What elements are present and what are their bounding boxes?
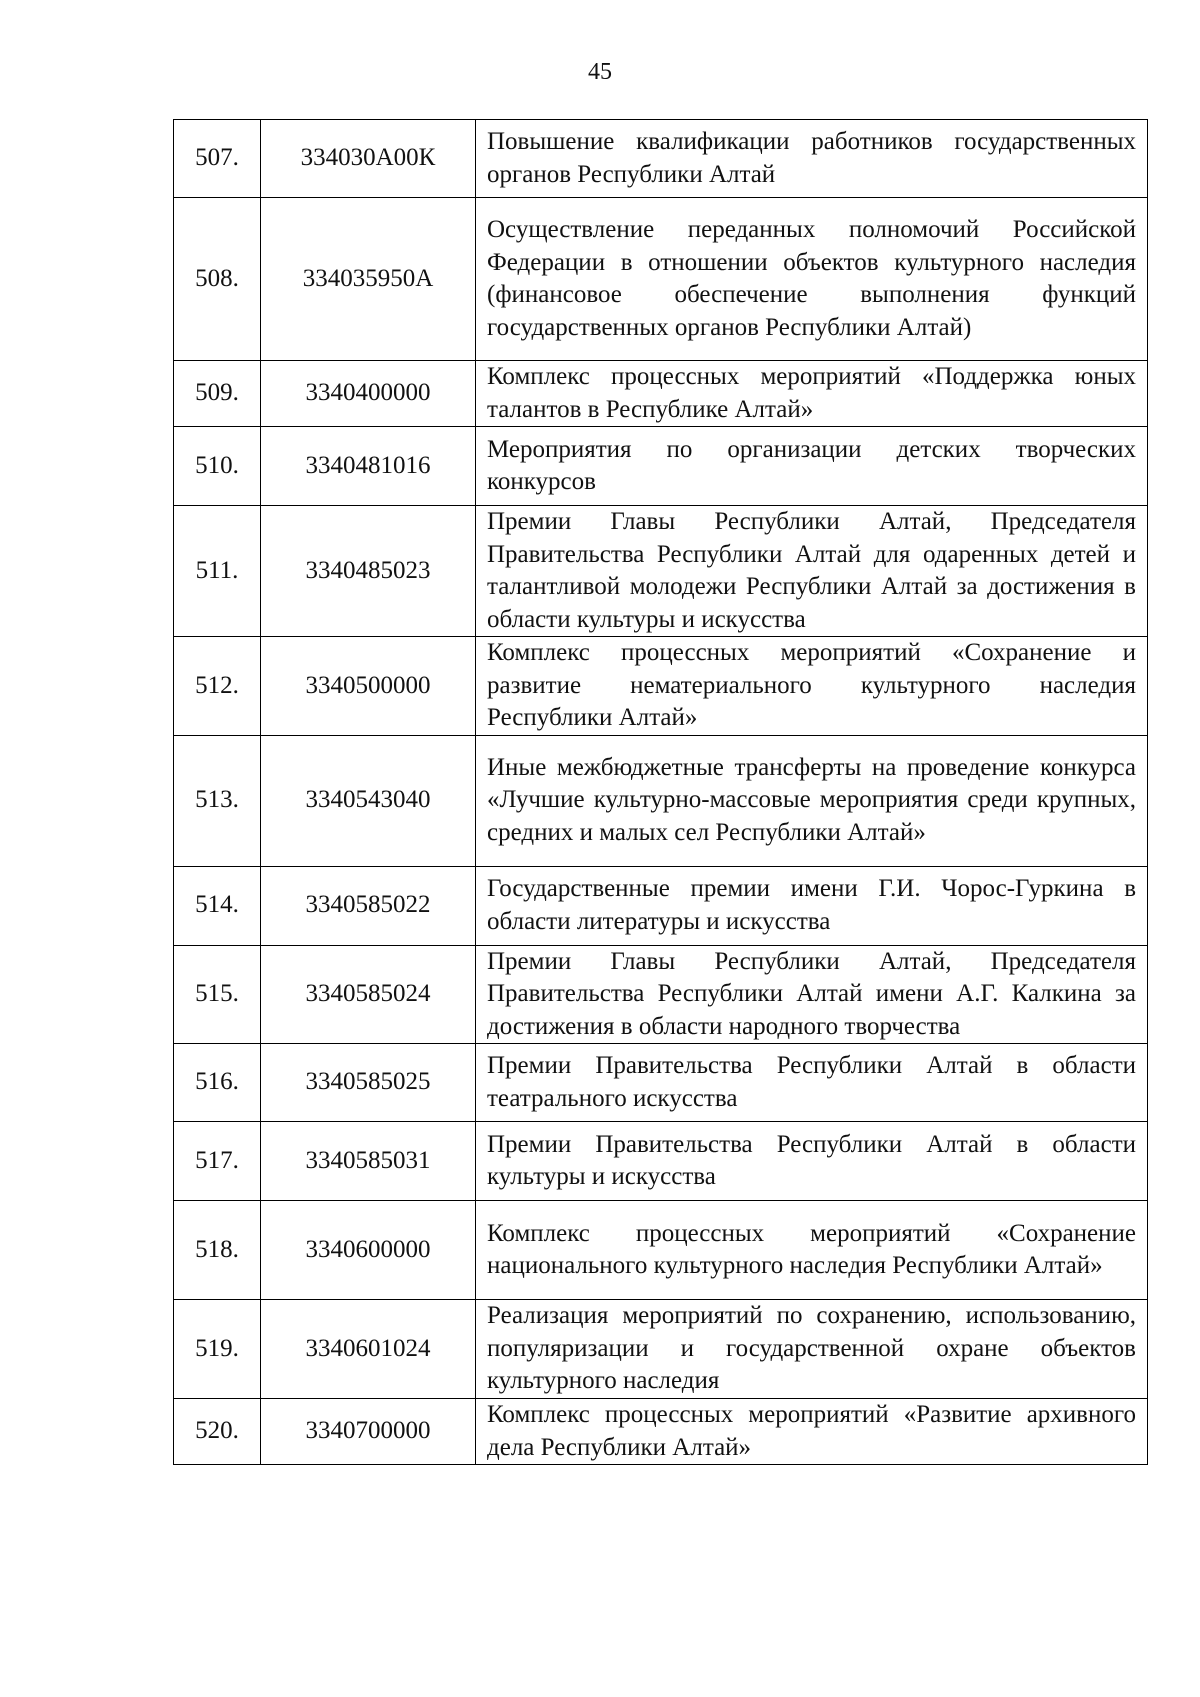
page-number: 45 (588, 59, 612, 85)
row-number-cell: 517. (174, 1122, 261, 1201)
table-row (174, 735, 1148, 866)
description-cell: Премии Главы Республики Алтай, Председателя Правительства Республики Алтай для одаренных детей и талантливой молодежи Республики Алтай за достижения в области культуры и искусства (487, 508, 1136, 633)
code-cell: 3340543040 (261, 735, 476, 866)
description-cell: Комплекс процессных мероприятий «Сохранение и развитие нематериального культурного наследия Республики Алтай» (487, 639, 1136, 731)
description-cell: Премии Правительства Республики Алтай в области культуры и искусства (487, 1130, 1136, 1190)
row-number-cell: 516. (174, 1044, 261, 1122)
description-cell: Комплекс процессных мероприятий «Сохранение национального культурного наследия Республики Алтай» (487, 1219, 1136, 1279)
table-row (174, 866, 1148, 945)
table-row (174, 198, 1148, 361)
row-number-cell: 514. (174, 866, 261, 945)
row-number-cell: 510. (174, 427, 261, 506)
code-cell: 334035950А (261, 198, 476, 361)
row-number-cell: 512. (174, 637, 261, 736)
code-cell: 3340481016 (261, 427, 476, 506)
row-number-cell: 519. (174, 1300, 261, 1399)
description-cell: Комплекс процессных мероприятий «Поддержка юных талантов в Республике Алтай» (487, 363, 1136, 423)
budget-classification-table (173, 119, 1148, 1465)
code-cell: 3340585022 (261, 866, 476, 945)
table-row (174, 1122, 1148, 1201)
description-cell: Комплекс процессных мероприятий «Развитие архивного дела Республики Алтай» (487, 1401, 1136, 1461)
code-cell: 334030А00К (261, 120, 476, 198)
code-cell: 3340585025 (261, 1044, 476, 1122)
table-row (174, 506, 1148, 637)
description-cell: Осуществление переданных полномочий Российской Федерации в отношении объектов культурного наследия (финансовое обеспечение выполнения функций государственных органов Республики Алтай) (487, 216, 1136, 341)
row-number-cell: 511. (174, 506, 261, 637)
code-cell: 3340600000 (261, 1201, 476, 1300)
table-row (174, 120, 1148, 198)
row-number-cell: 515. (174, 945, 261, 1044)
description-cell: Государственные премии имени Г.И. Чорос-Гуркина в области литературы и искусства (487, 875, 1136, 935)
description-cell: Мероприятия по организации детских творческих конкурсов (487, 435, 1136, 495)
row-number-cell: 518. (174, 1201, 261, 1300)
code-cell: 3340700000 (261, 1399, 476, 1465)
description-cell: Реализация мероприятий по сохранению, использованию, популяризации и государственной охране объектов культурного наследия (487, 1302, 1136, 1395)
description-cell: Премии Правительства Республики Алтай в области театрального искусства (487, 1052, 1136, 1112)
description-cell: Повышение квалификации работников государственных органов Республики Алтай (487, 128, 1136, 188)
code-cell: 3340585024 (261, 945, 476, 1044)
code-cell: 3340400000 (261, 361, 476, 427)
table-row (174, 1044, 1148, 1122)
code-cell: 3340485023 (261, 506, 476, 637)
description-cell: Премии Главы Республики Алтай, Председателя Правительства Республики Алтай имени А.Г. Калкина за достижения в области народного творчества (487, 947, 1136, 1040)
code-cell: 3340500000 (261, 637, 476, 736)
description-cell: Иные межбюджетные трансферты на проведение конкурса «Лучшие культурно-массовые мероприятия среди крупных, средних и малых сел Республики Алтай» (487, 753, 1136, 846)
code-cell: 3340585031 (261, 1122, 476, 1201)
table-row (174, 637, 1148, 736)
row-number-cell: 520. (174, 1399, 261, 1465)
row-number-cell: 507. (174, 120, 261, 198)
row-number-cell: 513. (174, 735, 261, 866)
table-row (174, 1399, 1148, 1465)
table-row (174, 1300, 1148, 1399)
row-number-cell: 509. (174, 361, 261, 427)
row-number-cell: 508. (174, 198, 261, 361)
table-row (174, 1201, 1148, 1300)
table-row (174, 361, 1148, 427)
table-row (174, 945, 1148, 1044)
table-row (174, 427, 1148, 506)
code-cell: 3340601024 (261, 1300, 476, 1399)
